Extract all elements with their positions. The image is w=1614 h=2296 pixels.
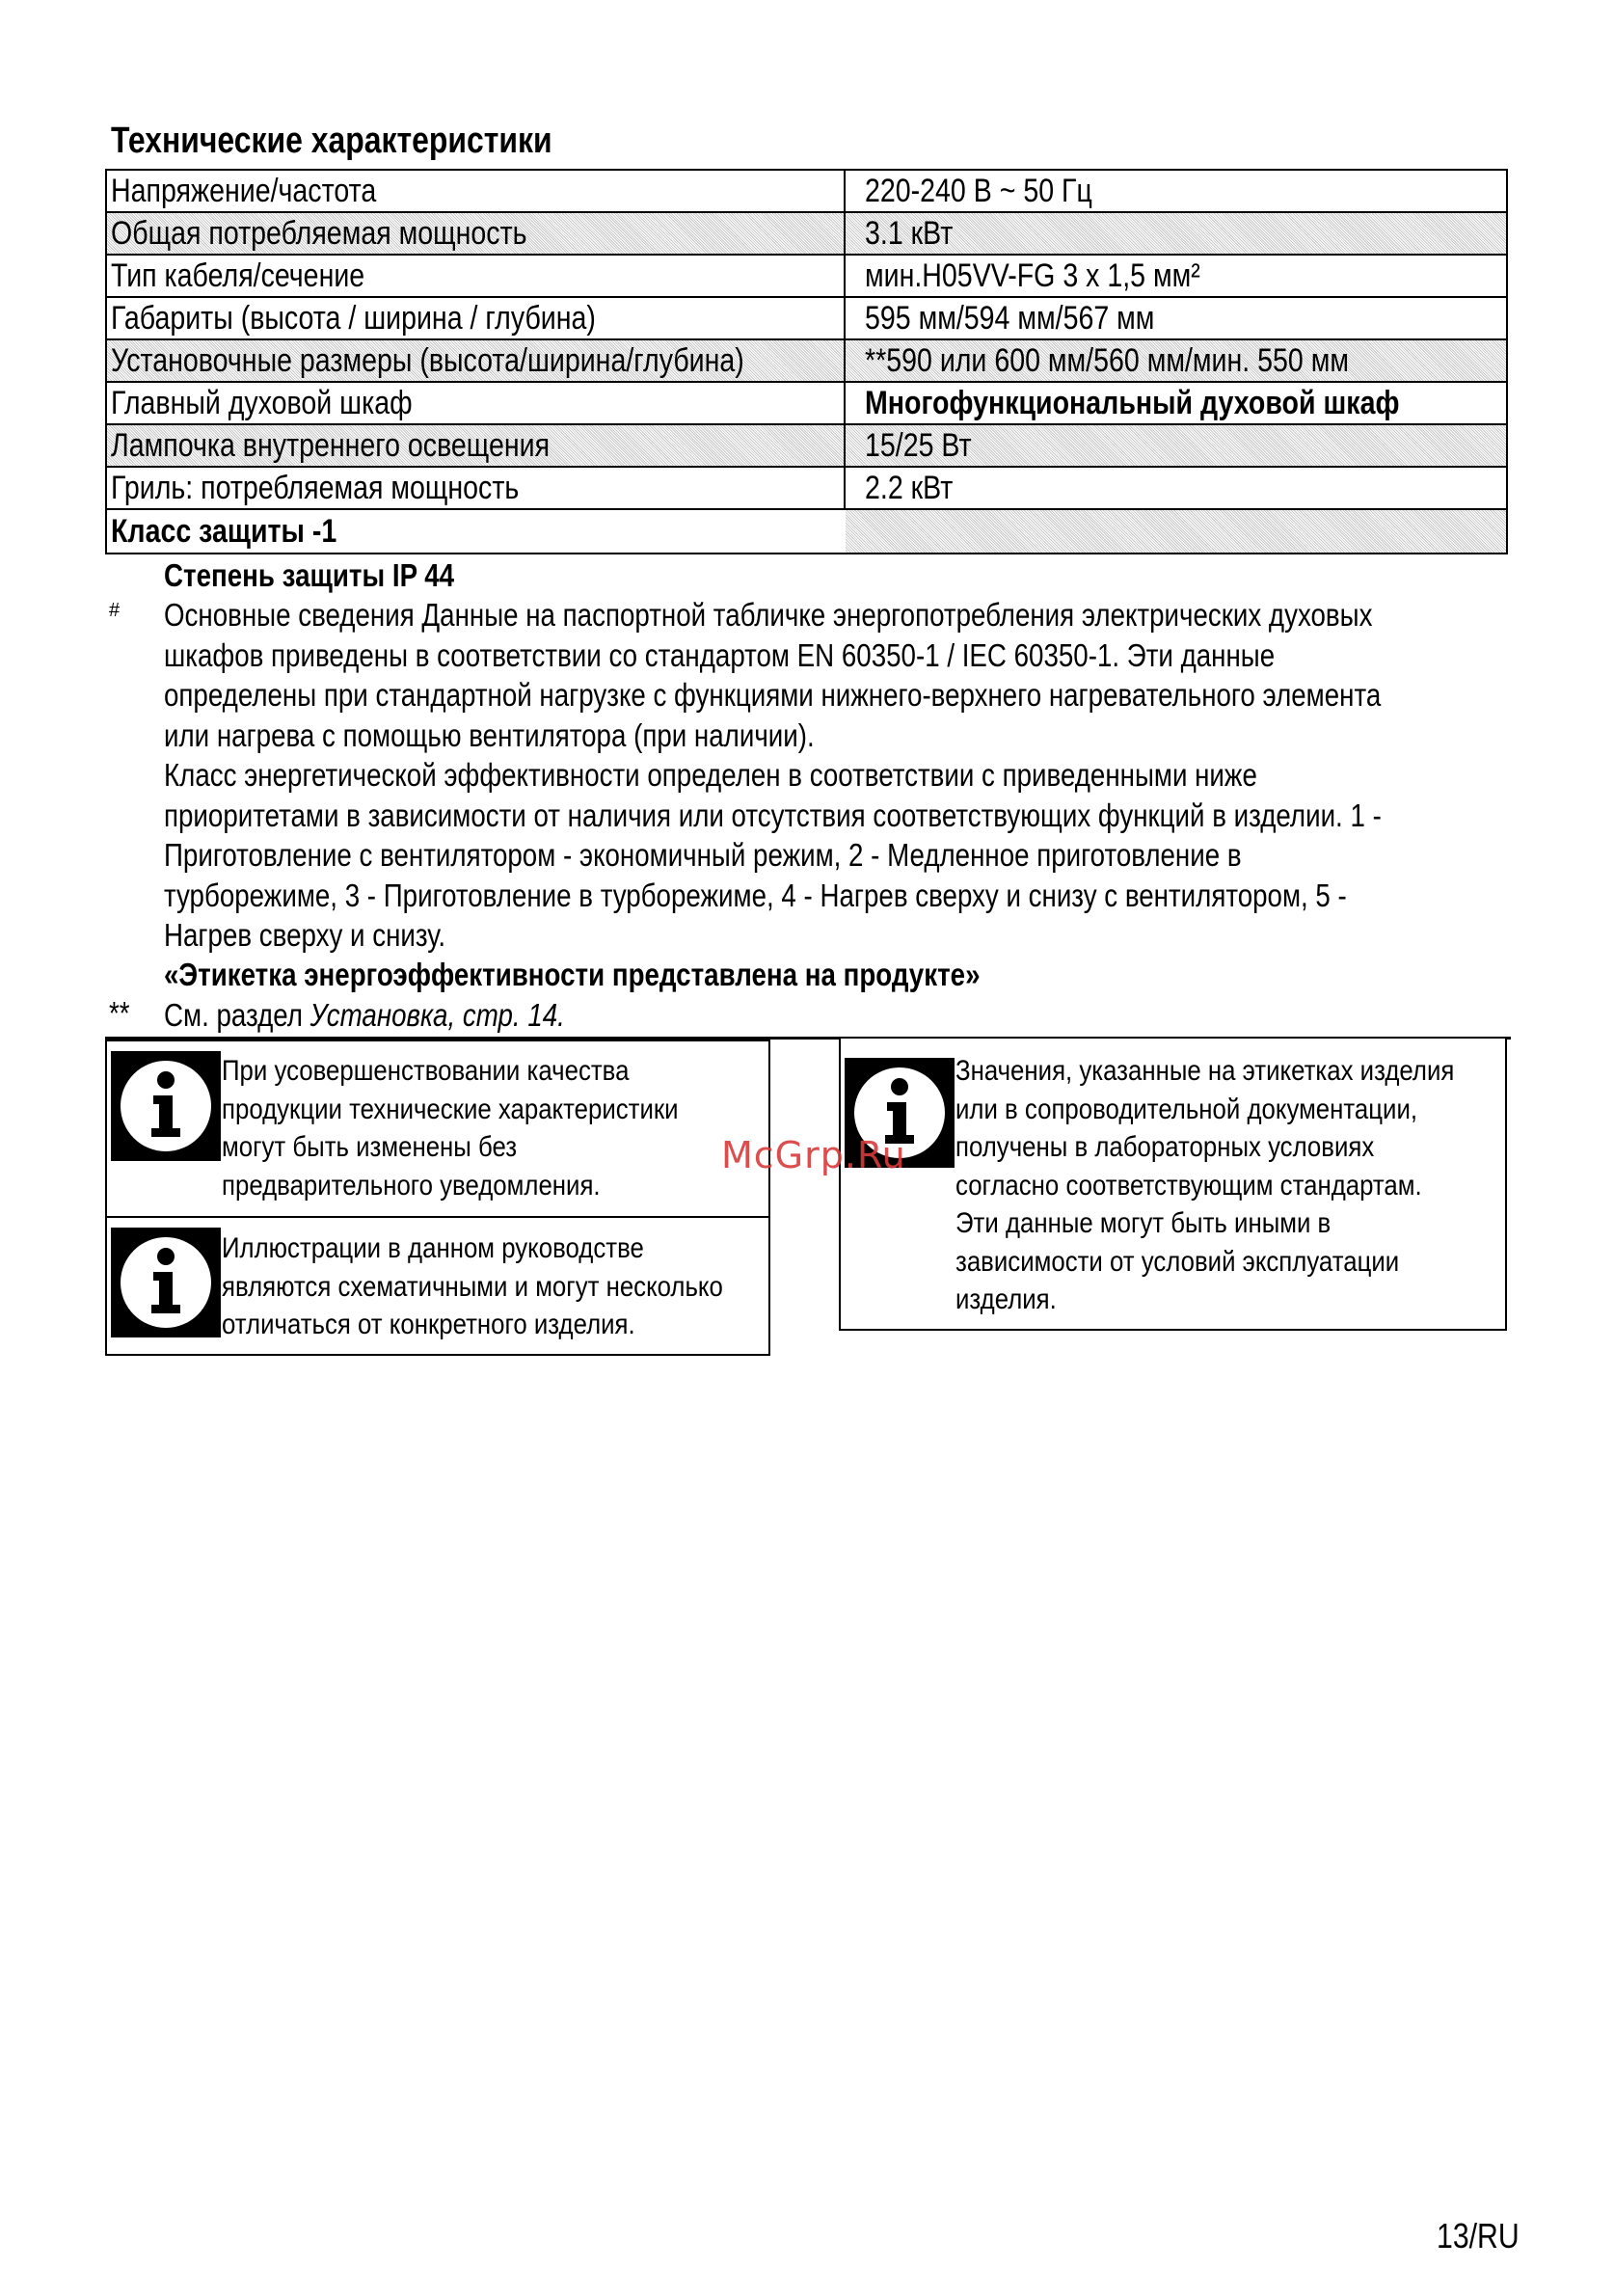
notice-line: Эти данные могут быть иными в [955,1207,1332,1239]
info-icon [111,1051,221,1161]
spec-row-lamp [107,425,1506,468]
spec-value: мин.H05VV-FG 3 x 1,5 мм² [865,257,1200,294]
footnote-star-marker: ** [109,995,130,1031]
notice-line: могут быть изменены без [222,1131,518,1163]
spec-label: Лампочка внутреннего освещения [111,426,551,464]
notice-line: или в сопроводительной документации, [955,1093,1418,1125]
spec-row-dimensions [107,298,1506,340]
spec-row-voltage [107,171,1506,213]
spec-label: Гриль: потребляемая мощность [111,469,520,506]
spec-value: 15/25 Вт [865,426,972,464]
notice-box-label-values [839,1037,1507,1331]
notice-line: отличаться от конкретного изделия. [222,1309,635,1340]
notice-line: предварительного уведомления. [222,1169,601,1202]
spec-row-grill [107,468,1506,510]
page-number: 13/RU [1437,2216,1520,2255]
footnote-hash-marker: # [109,600,121,621]
watermark: McGrp.Ru [721,1134,906,1176]
notice-line: При усовершенствовании качества [222,1055,630,1087]
energy-label-note: «Этикетка энергоэффективности представлена на продукте» [164,957,981,992]
text-line: определены при стандартной нагрузке с функциями нижнего-верхнего нагревательного элемента [164,677,1382,713]
footnote-star-ref: Установка, стр. 14. [309,997,565,1033]
spec-row-installation [107,340,1506,383]
spec-label: Габариты (высота / ширина / глубина) [111,299,596,337]
spec-label: Тип кабеля/сечение [111,257,365,294]
notice-line: зависимости от условий эксплуатации [955,1245,1400,1278]
text-line: Нагрев сверху и снизу. [164,917,446,953]
protection-degree: Степень защиты IP 44 [164,557,455,593]
spec-row-power [107,213,1506,256]
spec-table [105,169,1508,554]
spec-row-protection-class [107,510,1506,553]
notice-box-specs-change [105,1040,770,1219]
notice-line: Иллюстрации в данном руководстве [222,1232,644,1264]
text-line: Класс энергетической эффективности определен в соответствии с приведенными ниже [164,757,1257,793]
text-line: приоритетами в зависимости от наличия или отсутствия соответствующих функций в изделии. 1 - [164,797,1382,833]
spec-value: **590 или 600 мм/560 мм/мин. 550 мм [865,341,1349,379]
text-line: турборежиме, 3 - Приготовление в турборежиме, 4 - Нагрев сверху и снизу с вентилятором, 5 - [164,877,1347,913]
spec-value: Многофункциональный духовой шкаф [865,384,1400,421]
spec-value: 3.1 кВт [865,214,954,252]
spec-value: 595 мм/594 мм/567 мм [865,299,1155,337]
spec-label: Главный духовой шкаф [111,384,413,421]
spec-label: Напряжение/частота [111,172,377,209]
notice-line: получены в лабораторных условиях [955,1131,1375,1163]
footnote-star-text [164,995,641,1036]
notice-box-illustrations [105,1216,770,1356]
spec-row-cable [107,256,1506,298]
footnote-hash-text [164,595,1613,956]
notice-line: изделия. [955,1283,1057,1315]
text-line: Приготовление с вентилятором - экономичный режим, 2 - Медленное приготовление в [164,837,1242,873]
notice-line: являются схематичными и могут несколько [222,1270,723,1303]
spec-value: 220-240 В ~ 50 Гц [865,172,1092,209]
spec-label: Класс защиты -1 [111,512,337,550]
spec-label: Установочные размеры (высота/ширина/глубина) [111,341,744,379]
info-icon [111,1228,221,1337]
notice-line: продукции технические характеристики [222,1093,679,1125]
spec-row-main-oven [107,383,1506,425]
notice-line: согласно соответствующим стандартам. [955,1169,1422,1202]
section-title: Технические характеристики [111,121,552,161]
footnote-star-prefix: См. раздел [164,997,310,1033]
notice-line: Значения, указанные на этикетках изделия [955,1055,1455,1087]
text-line: или нагрева с помощью вентилятора (при наличии). [164,716,815,753]
text-line: Основные сведения Данные на паспортной табличке энергопотребления электрических духовых [164,597,1373,633]
spec-value: 2.2 кВт [865,469,954,506]
text-line: шкафов приведены в соответствии со стандартом EN 60350-1 / IEC 60350-1. Эти данные [164,636,1276,673]
spec-label: Общая потребляемая мощность [111,214,527,252]
